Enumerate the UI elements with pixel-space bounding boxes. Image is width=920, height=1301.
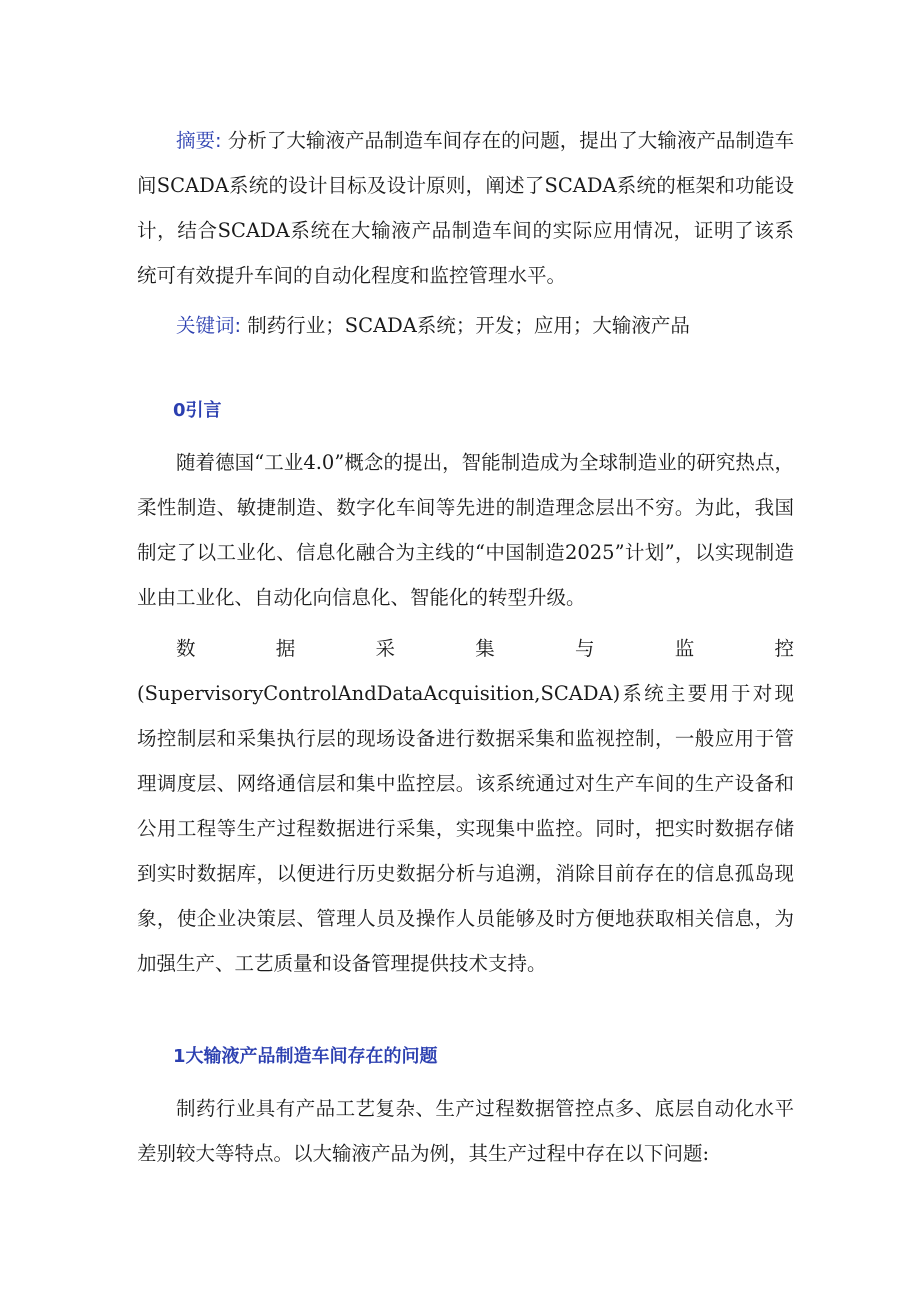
keywords-label: 关键词 (176, 314, 235, 337)
keywords-paragraph (137, 303, 794, 348)
section-heading: 0引言 (173, 400, 222, 421)
body-paragraph: 数据采集与监控(SupervisoryControlAndDataAcquisition,SCADA)系统主要用于对现场控制层和采集执行层的现场设备进行数据采集和监视控制，一般应用于管理调度层、网络通信层和集中监控层。该系统通过对生产车间的生产设备和公用工程等生产过程数据进行采集，实现集中监控。同时，把实时数据存储到实时数据库，以便进行历史数据分析与追溯，消除目前存在的信息孤岛现象，使企业决策层、管理人员及操作人员能够及时方便地获取相关信息，为加强生产、工艺质量和设备管理提供技术支持。 (137, 637, 794, 975)
body-paragraph: 制药行业具有产品工艺复杂、生产过程数据管控点多、底层自动化水平差别较大等特点。以大输液产品为例，其生产过程中存在以下问题: (137, 1097, 794, 1165)
abstract-separator: : (215, 129, 228, 152)
body-paragraph: 随着德国“工业4.0”概念的提出，智能制造成为全球制造业的研究热点，柔性制造、敏捷制造、数字化车间等先进的制造理念层出不穷。为此，我国制定了以工业化、信息化融合为主线的“中国制造2025”计划”，以实现制造业由工业化、自动化向信息化、智能化的转型升级。 (137, 451, 794, 609)
abstract-paragraph (137, 118, 794, 298)
abstract-label: 摘要 (176, 129, 216, 152)
abstract-text: 分析了大输液产品制造车间存在的问题，提出了大输液产品制造车间SCADA系统的设计目标及设计原则，阐述了SCADA系统的框架和功能设计，结合SCADA系统在大输液产品制造车间的实际应用情况，证明了该系统可有效提升车间的自动化程度和监控管理水平。 (137, 129, 794, 287)
keywords-separator: : (234, 314, 248, 337)
section-heading: 1大输液产品制造车间存在的问题 (173, 1046, 438, 1067)
keywords-text: 制药行业；SCADA系统；开发；应用；大输液产品 (247, 314, 690, 337)
